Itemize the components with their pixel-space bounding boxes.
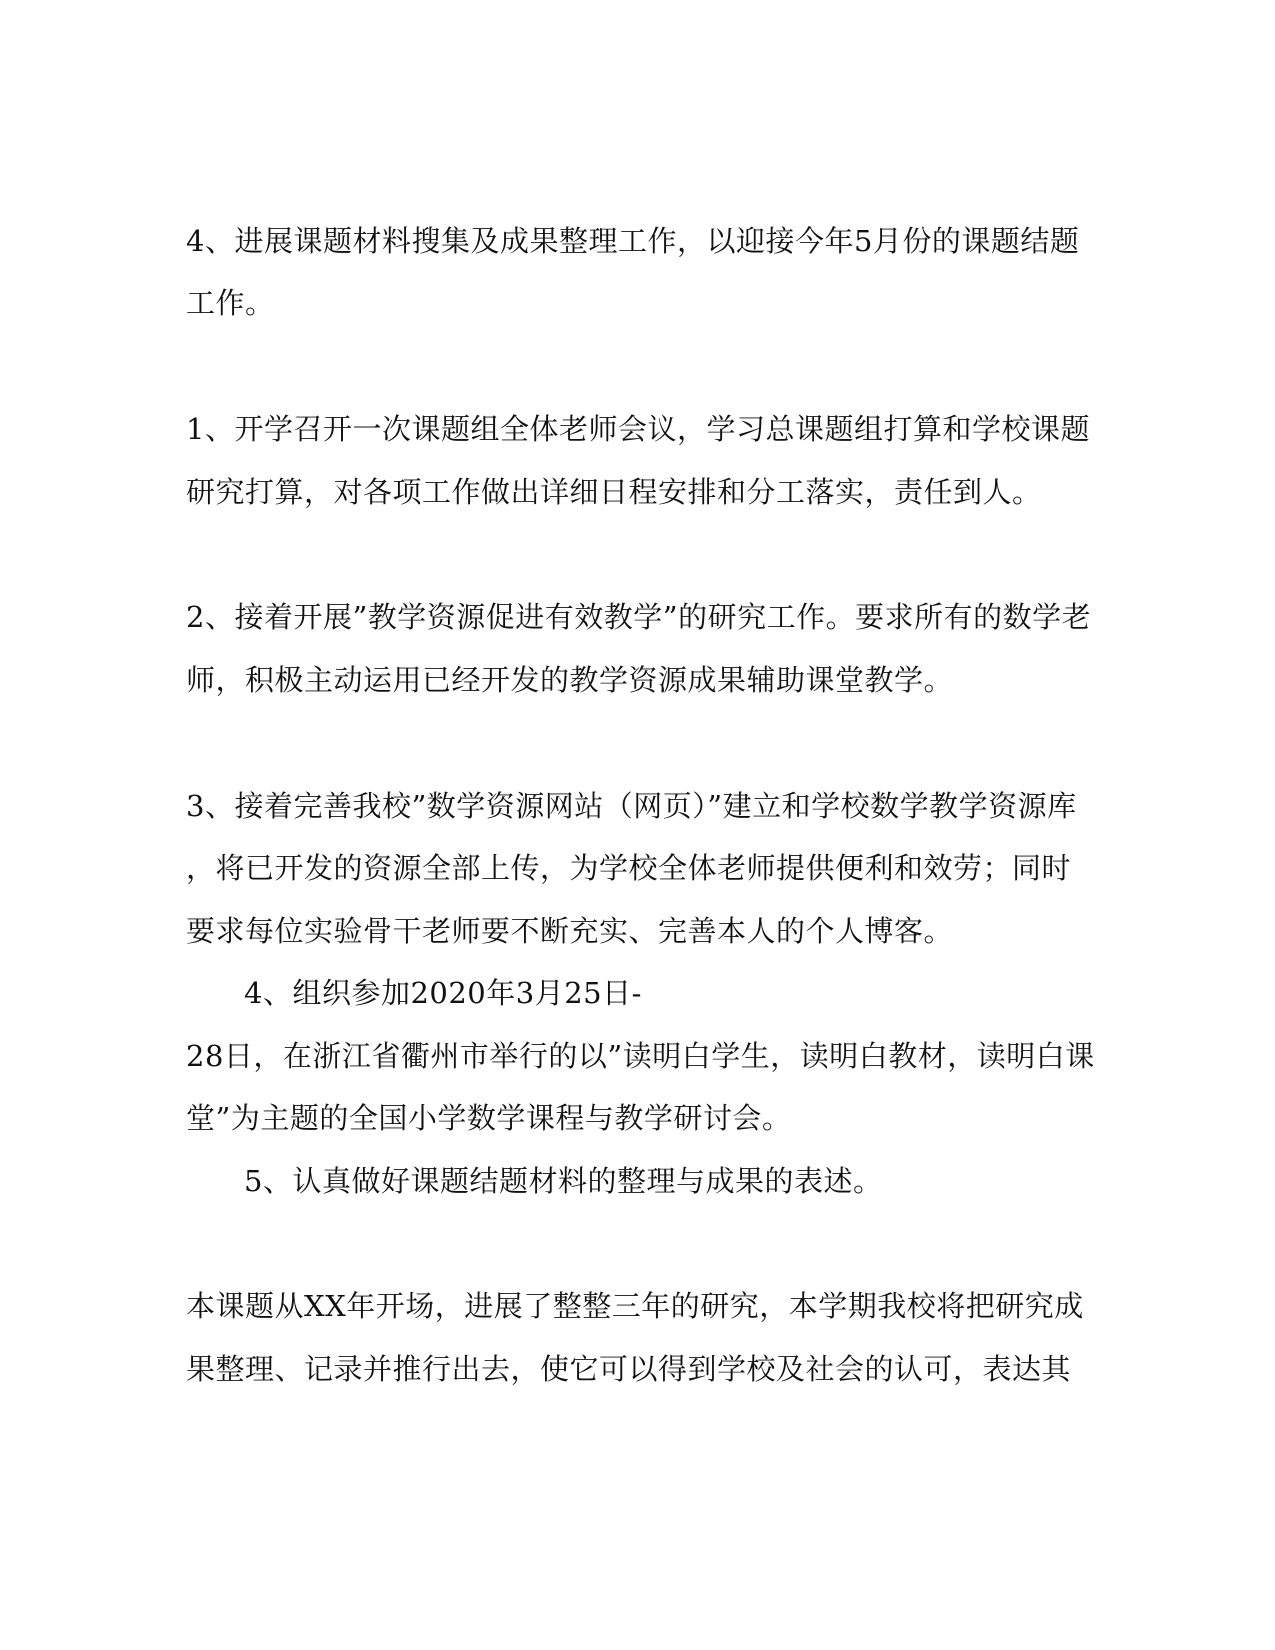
text-line-summary-a: 本课题从XX年开场，进展了整整三年的研究，本学期我校将把研究成 — [186, 1289, 1084, 1323]
text-line-item4-b: 工作。 — [186, 286, 275, 320]
text-line-plan4-c: 堂”为主题的全国小学数学课程与教学研讨会。 — [186, 1101, 792, 1135]
text-line-plan3-b: ，将已开发的资源全部上传，为学校全体老师提供便利和效劳；同时 — [186, 851, 1072, 885]
text-line-plan4-b: 28日，在浙江省衢州市举行的以”读明白学生，读明白教材，读明白课 — [186, 1039, 1095, 1073]
text-line-summary-b: 果整理、记录并推行出去，使它可以得到学校及社会的认可，表达其 — [186, 1352, 1072, 1386]
text-line-plan1-b: 研究打算，对各项工作做出详细日程安排和分工落实，责任到人。 — [186, 475, 1042, 509]
text-line-plan3-a: 3、接着完善我校”数学资源网站（网页）”建立和学校数学教学资源库 — [186, 789, 1077, 823]
text-line-plan1-a: 1、开学召开一次课题组全体老师会议，学习总课题组打算和学校课题 — [186, 412, 1090, 446]
text-line-plan4-a: 4、组织参加2020年3月25日- — [244, 976, 642, 1010]
text-line-plan3-c: 要求每位实验骨干老师要不断充实、完善本人的个人博客。 — [186, 914, 954, 948]
text-line-plan2-a: 2、接着开展”教学资源促进有效教学”的研究工作。要求所有的数学老 — [186, 600, 1092, 634]
text-line-plan5: 5、认真做好课题结题材料的整理与成果的表述。 — [244, 1164, 883, 1198]
text-line-item4-a: 4、进展课题材料搜集及成果整理工作，以迎接今年5月份的课题结题 — [186, 224, 1080, 258]
text-line-plan2-b: 师，积极主动运用已经开发的教学资源成果辅助课堂教学。 — [186, 663, 954, 697]
